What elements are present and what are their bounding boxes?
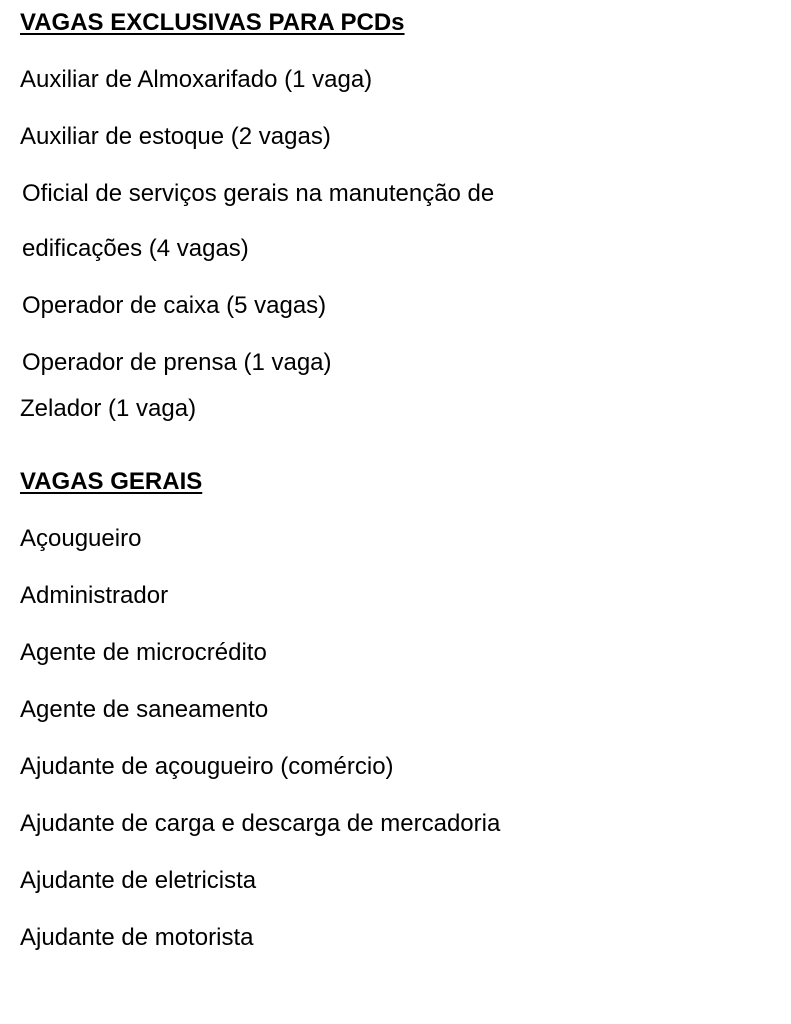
list-item: Operador de prensa (1 vaga) <box>22 349 332 376</box>
pcd-section-heading: VAGAS EXCLUSIVAS PARA PCDs <box>20 9 405 36</box>
list-item: Açougueiro <box>20 525 142 552</box>
list-item: Auxiliar de estoque (2 vagas) <box>20 123 331 150</box>
list-item: Auxiliar de Almoxarifado (1 vaga) <box>20 66 373 93</box>
list-item: Ajudante de carga e descarga de mercadoria <box>20 810 501 837</box>
list-item: edificações (4 vagas) <box>22 235 249 262</box>
general-section-heading: VAGAS GERAIS <box>20 468 203 495</box>
list-item: Oficial de serviços gerais na manutenção de <box>22 180 495 207</box>
list-item: Operador de caixa (5 vagas) <box>22 292 327 319</box>
list-item: Agente de microcrédito <box>20 639 267 666</box>
list-item: Administrador <box>20 582 169 609</box>
list-item: Zelador (1 vaga) <box>20 395 197 422</box>
list-item: Ajudante de açougueiro (comércio) <box>20 753 394 780</box>
list-item: Agente de saneamento <box>20 696 269 723</box>
list-item: Ajudante de eletricista <box>20 867 257 894</box>
list-item: Ajudante de motorista <box>20 924 254 951</box>
